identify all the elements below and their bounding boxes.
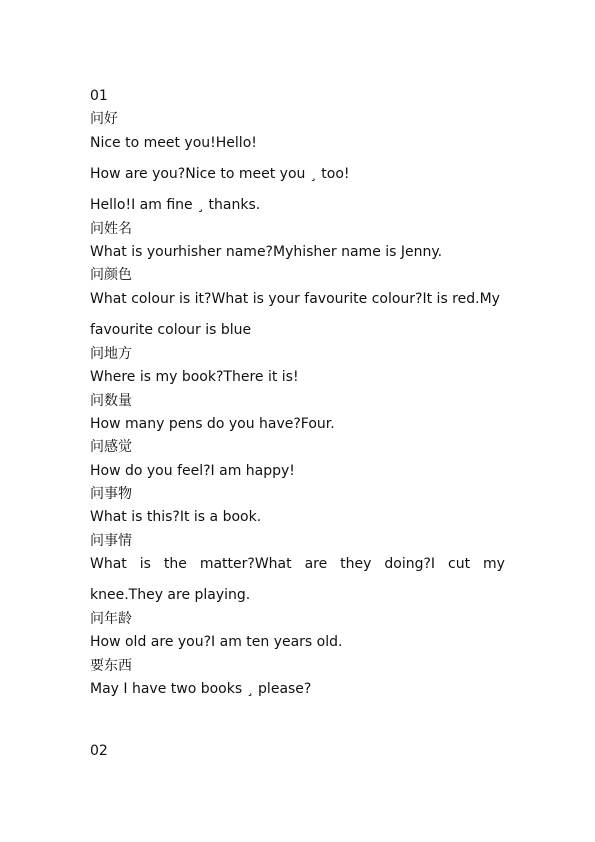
text-line: What is yourhisher name?Myhisher name is Jenny. [90, 244, 443, 260]
word: are [304, 556, 328, 572]
text-line: What colour is it?What is your favourite colour?It is red.My [90, 291, 500, 307]
text-line: How old are you?I am ten years old. [90, 634, 343, 650]
text-line: May I have two books ¸ please? [90, 681, 312, 697]
heading-matter: 问事情 [90, 533, 132, 549]
text-line: knee.They are playing. [90, 587, 251, 603]
heading-thing: 问事物 [90, 486, 132, 502]
word: matter?What [199, 556, 292, 572]
word: What [90, 556, 127, 572]
text-line: How do you feel?I am happy! [90, 463, 295, 479]
word: cut [448, 556, 471, 572]
heading-name: 问姓名 [90, 221, 132, 237]
text-line: How are you?Nice to meet you ¸ too! [90, 166, 350, 182]
word: the [163, 556, 187, 572]
heading-place: 问地方 [90, 346, 132, 362]
text-line: What is this?It is a book. [90, 509, 262, 525]
word: my [483, 556, 505, 572]
word: doing?I [384, 556, 436, 572]
text-line: Where is my book?There it is! [90, 369, 299, 385]
text-line: Nice to meet you!Hello! [90, 135, 257, 151]
heading-colour: 问颜色 [90, 267, 132, 283]
text-line: favourite colour is blue [90, 322, 252, 338]
word: is [139, 556, 151, 572]
heading-feeling: 问感觉 [90, 439, 132, 455]
text-line: Hello!I am fine ¸ thanks. [90, 197, 261, 213]
section-number: 01 [90, 88, 108, 104]
justified-text-line [90, 555, 505, 573]
heading-quantity: 问数量 [90, 393, 132, 409]
text-line: How many pens do you have?Four. [90, 416, 335, 432]
heading-request: 要东西 [90, 658, 132, 674]
heading-age: 问年龄 [90, 611, 132, 627]
word: they [340, 556, 372, 572]
heading-greeting: 问好 [90, 111, 118, 127]
section-number: 02 [90, 743, 108, 759]
